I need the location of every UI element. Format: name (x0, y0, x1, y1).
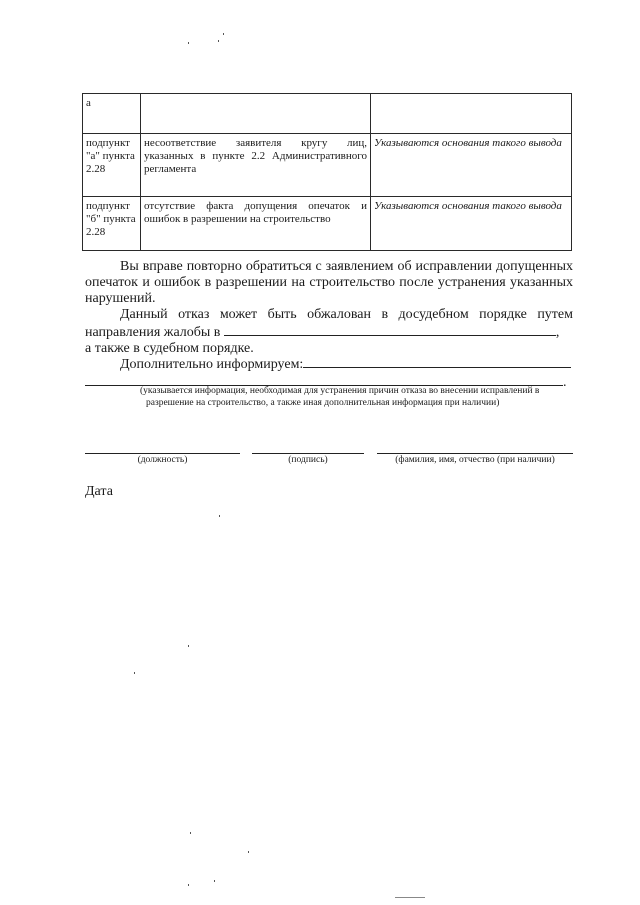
note-line: (указывается информация, необходимая для устранения причин отказа во внесении исправлений в (140, 386, 540, 396)
full-name-field[interactable] (377, 453, 573, 454)
scan-speck (188, 884, 189, 886)
appeal-paragraph (85, 307, 573, 357)
text-line (85, 323, 573, 341)
additional-info-field[interactable] (303, 355, 571, 368)
reason-line: отсутствие факта допущения опечаток и (144, 200, 367, 212)
table-row (83, 197, 572, 251)
scan-speck (218, 40, 219, 42)
reason-line: регламента (144, 163, 197, 175)
refusal-reasons-table (82, 93, 572, 251)
table-cell-reason (141, 94, 371, 134)
table-cell-explanation: Указываются основания такого вывода (371, 197, 572, 251)
scan-speck (188, 42, 189, 44)
table-cell-point: а (83, 94, 141, 134)
scan-speck (223, 33, 224, 35)
text-line: Вы вправе повторно обратиться с заявлением об исправлении допущенных (120, 259, 573, 274)
text-line (85, 355, 573, 373)
scan-speck (134, 672, 135, 674)
table-row (83, 134, 572, 197)
position-label: (должность) (137, 455, 188, 465)
text-line: а также в судебном порядке. (85, 341, 254, 356)
table-cell-reason (141, 134, 371, 197)
text-line: нарушений. (85, 291, 156, 306)
reason-line: несоответствие заявителя кругу лиц, (144, 137, 367, 149)
reason-line: ошибок в разрешении на строительство (144, 213, 331, 225)
table-cell-reason (141, 197, 371, 251)
text-fragment: . (563, 375, 567, 390)
full-name-label: (фамилия, имя, отчество (при наличии) (395, 455, 555, 465)
text-line: Данный отказ может быть обжалован в досудебном порядке путем (120, 307, 573, 322)
text-fragment: направления жалобы в (85, 325, 221, 340)
table-cell-point: подпункт "а" пункта 2.28 (83, 134, 141, 197)
date-label: Дата (85, 484, 113, 499)
scan-speck (190, 832, 191, 834)
table-cell-explanation: Указываются основания такого вывода (371, 134, 572, 197)
text-fragment: , (555, 325, 560, 340)
scan-speck (188, 645, 189, 647)
table-cell-explanation (371, 94, 572, 134)
scan-speck (214, 880, 215, 882)
position-field[interactable] (85, 453, 240, 454)
additional-info-label: Дополнительно информируем: (120, 357, 304, 372)
table-cell-point: подпункт "б" пункта 2.28 (83, 197, 141, 251)
reason-line: указанных в пункте 2.2 Административного (144, 150, 367, 162)
text-line: опечаток и ошибок в разрешении на строительство после устранения указанных (85, 275, 573, 290)
note-line: разрешение на строительство, а также иная дополнительная информация при наличии) (146, 398, 500, 408)
additional-info-note (140, 385, 570, 409)
reapply-paragraph (85, 259, 573, 307)
table-row (83, 94, 572, 134)
scan-speck (395, 897, 425, 898)
scan-speck (248, 851, 249, 853)
signature-label: (подпись) (288, 455, 328, 465)
signature-field[interactable] (252, 453, 364, 454)
complaint-body-field[interactable] (224, 323, 556, 336)
scan-speck (219, 515, 220, 517)
